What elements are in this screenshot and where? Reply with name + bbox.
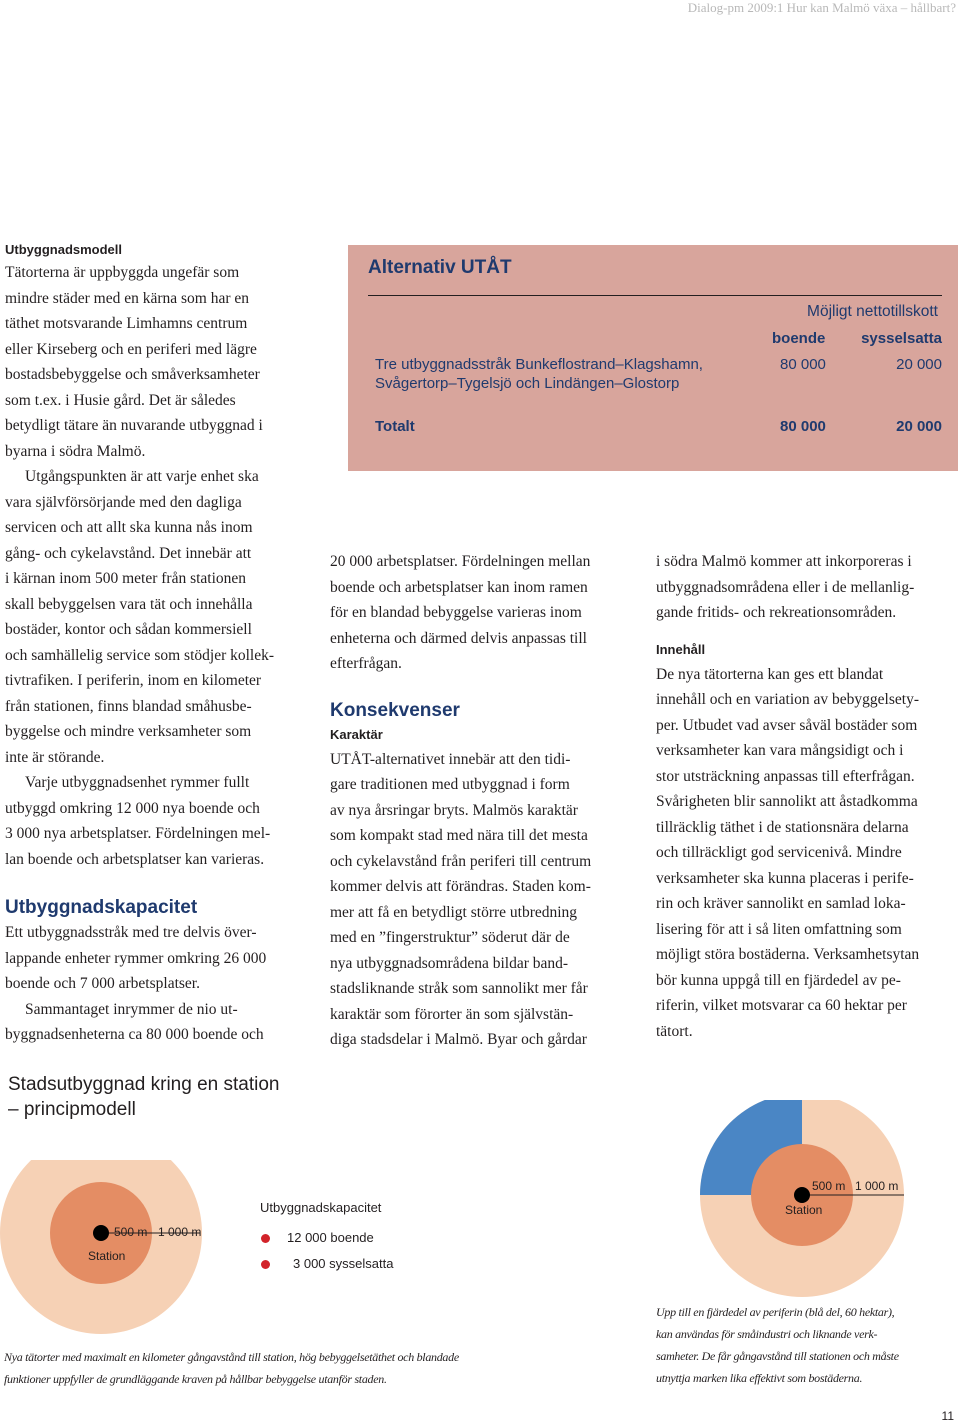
text-line: diga stadsdelar i Malmö. Byar och gårdar [330, 1031, 587, 1048]
text-line: gare traditionen med utbyggnad i form [330, 776, 570, 793]
text-line: betydligt tätare än nuvarande utbyggnad i [5, 417, 263, 434]
text-line: enheterna och därmed delvis anpassas till [330, 629, 587, 647]
text-line: och cykelavstånd från periferi till centrum [330, 852, 592, 870]
heading-utbyggnadsmodell: Utbyggnadsmodell [5, 242, 123, 257]
legend-sysselsatta: 3 000 sysselsatta [293, 1256, 394, 1271]
paragraph-sammantaget [5, 997, 305, 1048]
text-line: Sammantaget inrymmer de nio ut- [25, 1000, 238, 1018]
text-line: eller Kirseberg och en periferi med lägre [5, 340, 257, 358]
paragraph-utbyggnadsenhet [5, 770, 305, 872]
text-line: rin och kräver sannolikt en samlad loka- [656, 895, 906, 912]
text-line: Tätorterna är uppbyggda ungefär som [5, 264, 240, 281]
paragraph-kapacitet [5, 920, 305, 997]
text-line: vara självförsörjande med den dagliga [5, 493, 242, 511]
column-middle [330, 549, 630, 1053]
text-line: per. Utbudet vad avser såväl bostäder som [656, 716, 918, 734]
text-line: som kompakt stad med nära till det mesta [330, 827, 588, 844]
text-line: De nya tätorterna kan ges ett blandat [656, 665, 884, 683]
heading-karaktar: Karaktär [330, 726, 383, 742]
paragraph-utgangspunkt [5, 464, 305, 770]
text-line: gång- och cykelavstånd. Det innebär att [5, 544, 252, 562]
panel-row-label-line1: Tre utbyggnadsstråk Bunkeflostrand–Klagshamn, [375, 356, 703, 373]
panel-row-sysselsatta: 20 000 [896, 356, 942, 373]
text-line: utbyggd omkring 12 000 nya boende och [5, 799, 260, 817]
text-line: byarna i södra Malmö. [5, 442, 146, 460]
caption-line: utnyttja marken lika effektivt som bostäderna. [656, 1371, 863, 1385]
text-line: för en blandad bebyggelse varieras inom [330, 604, 582, 621]
legend-boende: 12 000 boende [287, 1230, 374, 1245]
text-line: kommer delvis att förändras. Staden kom- [330, 878, 591, 895]
panel-row-label-line2: Svågertorp–Tygelsjö och Lindängen–Glostorp [375, 375, 680, 392]
text-line: bostadsbebyggelse och småverksamheter [5, 366, 260, 383]
heading-utbyggnadskapacitet: Utbyggnadskapacitet [5, 897, 198, 918]
text-line: UTÅT-alternativet innebär att den tidi- [330, 750, 571, 768]
heading-innehall: Innehåll [656, 641, 706, 657]
text-line: utbyggnadsområdena eller i de mellanlig- [656, 578, 915, 596]
text-line: 20 000 arbetsplatser. Fördelningen mellan [330, 553, 591, 570]
text-line: av nya årsringar bryts. Malmös karaktär [330, 801, 578, 819]
paragraph-sodra-malmo [656, 549, 958, 626]
paragraph-arbetsplatser [330, 549, 630, 677]
text-line: byggnadsenheterna ca 80 000 boende och [5, 1026, 264, 1043]
right-label-1000m: 1 000 m [855, 1179, 899, 1193]
diagram-title [8, 1072, 279, 1122]
caption-left [4, 1346, 564, 1390]
text-line: servicen och att allt ska kunna nås inom [5, 519, 253, 536]
text-line: Utgångspunkten är att varje enhet ska [25, 468, 259, 485]
text-line: 3 000 nya arbetsplatser. Fördelningen mel- [5, 825, 271, 842]
station-dot [93, 1225, 109, 1241]
text-line: med en ”fingerstruktur” söderut där de [330, 929, 570, 946]
text-line: bör kunna uppgå till en fjärdedel av pe- [656, 971, 901, 989]
text-line: riferin, vilket motsvarar ca 60 hektar per [656, 997, 907, 1014]
heading-konsekvenser: Konsekvenser [330, 699, 460, 721]
right-station-diagram [700, 1100, 910, 1300]
text-line: tillräcklig täthet i de stationsnära delarna [656, 818, 909, 836]
text-line: inte är störande. [5, 748, 105, 766]
page-number: 11 [941, 1409, 954, 1423]
text-line: Ett utbyggnadsstråk med tre delvis över- [5, 924, 257, 941]
text-line: skall bebyggelsen vara tät och innehålla [5, 595, 253, 613]
station-dot [794, 1187, 810, 1203]
text-line: verksamheter ska kunna placeras i perife- [656, 869, 914, 887]
text-line: stadsliknande stråk som sannolikt mer får [330, 980, 588, 997]
caption-line: funktioner uppfyller de grundläggande kraven på hållbar bebyggelse utanför staden. [4, 1372, 387, 1386]
panel-row-boende: 80 000 [780, 356, 826, 373]
text-line: och tillräckligt god servicenivå. Mindre [656, 844, 902, 861]
left-label-1000m: 1 000 m [158, 1225, 202, 1239]
text-line: boende och 7 000 arbetsplatser. [5, 975, 200, 992]
alternativ-utat-panel [348, 245, 958, 471]
diagram-title-line: – principmodell [8, 1099, 136, 1120]
text-line: bostäder, kontor och sådan kommersiell [5, 621, 252, 638]
text-line: nya utbyggnadsområdena bildar band- [330, 954, 569, 972]
text-line: efterfrågan. [330, 655, 402, 672]
text-line: täthet motsvarande Limhamns centrum [5, 315, 248, 332]
right-label-500m: 500 m [812, 1179, 846, 1193]
column-left [5, 240, 305, 1048]
caption-line: Upp till en fjärdedel av periferin (blå del, 60 hektar), [656, 1305, 895, 1319]
text-line: stor utsträckning anpassas till efterfrågan. [656, 767, 915, 785]
text-line: lan boende och arbetsplatser kan varieras. [5, 850, 265, 868]
running-header: Dialog-pm 2009:1 Hur kan Malmö växa – hållbart? [687, 0, 956, 15]
text-line: karaktär som förorter än som självstän- [330, 1005, 574, 1023]
legend-dot-sysselsatta [261, 1260, 270, 1269]
column-right [656, 549, 958, 1044]
panel-col-boende: boende [772, 330, 826, 347]
text-line: från stationen, finns blandad småhusbe- [5, 697, 252, 715]
text-line: Svårigheten blir sannolikt att åstadkomma [656, 793, 918, 810]
text-line: lappande enheter rymmer omkring 26 000 [5, 949, 267, 967]
caption-right [656, 1301, 956, 1389]
paragraph-model [5, 260, 305, 464]
panel-total-boende: 80 000 [780, 418, 826, 435]
text-line: lisering för att i så liten omfattning som [656, 920, 902, 938]
caption-line: kan användas för småindustri och liknande verk- [656, 1327, 878, 1341]
text-line: i kärnan inom 500 meter från stationen [5, 570, 247, 587]
paragraph-karaktar [330, 747, 630, 1053]
text-line: innehåll och en variation av bebyggelsety- [656, 691, 919, 708]
diagram-title-line: Stadsutbyggnad kring en station [8, 1074, 280, 1095]
text-line: tätort. [656, 1022, 693, 1040]
panel-total-sysselsatta: 20 000 [896, 418, 942, 435]
text-line: Varje utbyggnadsenhet rymmer fullt [25, 774, 250, 791]
left-label-500m: 500 m [114, 1225, 148, 1239]
right-label-station: Station [785, 1203, 823, 1217]
text-line: gande fritids- och rekreationsområden. [656, 604, 897, 621]
panel-column-header: Möjligt nettotillskott [807, 303, 938, 320]
text-line: möjligt störa bostäderna. Verksamhetsytan [656, 946, 920, 963]
panel-total-label: Totalt [375, 418, 415, 435]
left-label-station: Station [88, 1249, 126, 1263]
text-line: byggelse och mindre verksamheter som [5, 723, 252, 740]
text-line: mindre städer med en kärna som har en [5, 289, 250, 307]
caption-line: Nya tätorter med maximalt en kilometer gångavstånd till station, hög bebyggelsetäthet och blandade [4, 1350, 459, 1364]
text-line: som t.ex. i Husie gård. Det är således [5, 391, 236, 409]
caption-line: samheter. De får gångavstånd till stationen och måste [656, 1349, 899, 1363]
panel-title: Alternativ UTÅT [368, 257, 512, 278]
paragraph-innehall [656, 662, 958, 1045]
text-line: verksamheter kan vara mångsidigt och i [656, 742, 904, 759]
text-line: tivtrafiken. I periferin, inom en kilometer [5, 672, 262, 689]
text-line: boende och arbetsplatser kan inom ramen [330, 578, 588, 596]
legend-title: Utbyggnadskapacitet [260, 1200, 382, 1215]
text-line: i södra Malmö kommer att inkorporeras i [656, 553, 912, 570]
legend-dot-boende [261, 1234, 270, 1243]
text-line: och samhällelig service som stödjer kollek- [5, 646, 275, 664]
panel-divider [368, 295, 942, 296]
text-line: mer att få en betydligt större utbredning [330, 903, 578, 921]
panel-col-sysselsatta: sysselsatta [861, 330, 942, 347]
